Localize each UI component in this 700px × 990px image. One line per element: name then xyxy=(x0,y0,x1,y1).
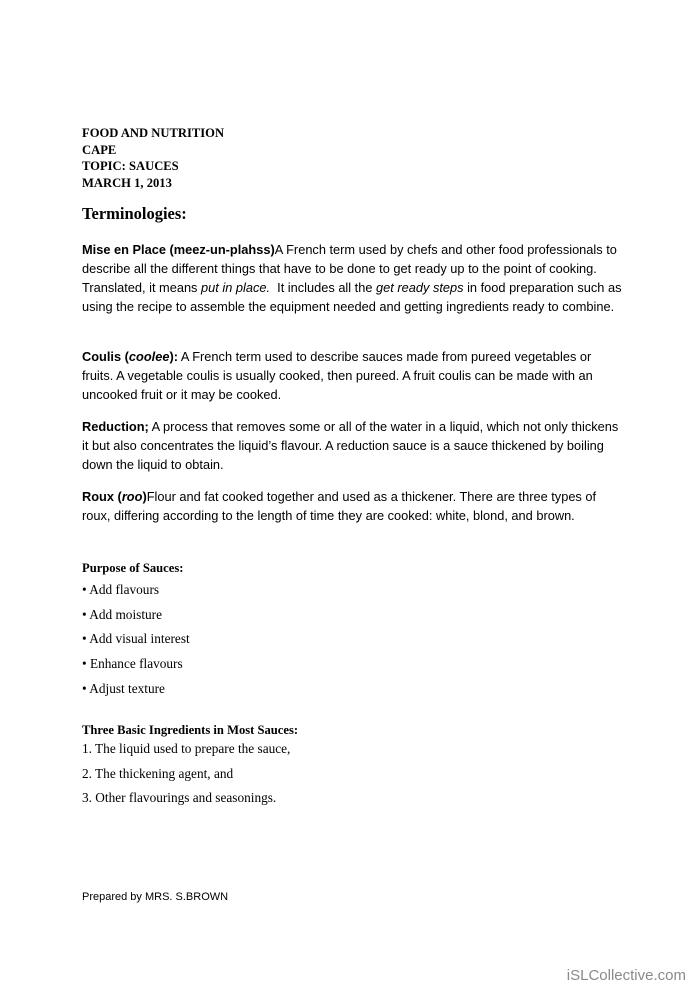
list-item: • Enhance flavours xyxy=(82,656,183,672)
list-item: • Add visual interest xyxy=(82,631,190,647)
term-coulis-close: ): xyxy=(169,349,178,364)
term-mise-text-2: It includes all the xyxy=(270,280,377,295)
term-roux-close: ) xyxy=(142,489,147,504)
purpose-heading: Purpose of Sauces: xyxy=(82,561,184,575)
terminologies-heading: Terminologies: xyxy=(82,204,187,223)
term-mise-italic-1: put in place. xyxy=(201,280,271,295)
document-header xyxy=(82,125,224,191)
header-topic: TOPIC: SAUCES xyxy=(82,159,179,173)
term-coulis-pronunciation: coolee xyxy=(128,349,170,364)
watermark: iSLCollective.com xyxy=(566,967,686,984)
list-item: • Adjust texture xyxy=(82,680,165,696)
list-item: 3. Other flavourings and seasonings. xyxy=(82,790,277,806)
header-course: CAPE xyxy=(82,142,117,157)
prepared-by-footer: Prepared by MRS. S.BROWN xyxy=(82,891,229,903)
term-reduction xyxy=(82,417,622,474)
term-roux-text: Flour and fat cooked together and used as a thickener. There are three types of roux, differing according to the length of time they are cooked: white, blond, and brown. xyxy=(82,489,597,523)
term-coulis xyxy=(82,347,622,404)
term-mise-text-3: in food preparation such as using the recipe to assemble the equipment needed and getting ingredients ready to combine. xyxy=(82,280,622,314)
term-reduction-label: Reduction; xyxy=(82,419,149,434)
list-item: • Add flavours xyxy=(82,582,160,597)
ingredients-list xyxy=(82,737,290,811)
list-item: • Add moisture xyxy=(82,606,163,622)
term-roux xyxy=(82,487,622,525)
header-subject: FOOD AND NUTRITION xyxy=(82,126,225,140)
header-date: MARCH 1, 2013 xyxy=(82,175,172,190)
term-coulis-label: Coulis ( xyxy=(82,349,129,364)
term-coulis-text: A French term used to describe sauces made from pureed vegetables or fruits. A vegetable coulis is usually cooked, then pureed. A fruit coulis can be made with an uncooked fruit or it may be cooked. xyxy=(82,349,593,402)
term-mise-text-1: A French term used by chefs and other food professionals to describe all the different things that have to be done to get ready up to the point of cooking. Translated, it means xyxy=(82,242,617,295)
list-item: 1. The liquid used to prepare the sauce, xyxy=(82,741,291,756)
term-roux-label: Roux ( xyxy=(82,489,122,504)
term-reduction-text: A process that removes some or all of the water in a liquid, which not only thickens it but also concentrates the liquid’s flavour. A reduction sauce is a sauce thickened by boiling down the liquid to obtain. xyxy=(82,419,619,472)
term-roux-pronunciation: roo xyxy=(121,489,143,504)
term-mise-label: Mise en Place (meez-un-plahss) xyxy=(82,242,275,257)
list-item: 2. The thickening agent, and xyxy=(82,765,234,781)
ingredients-heading: Three Basic Ingredients in Most Sauces: xyxy=(82,723,299,737)
term-mise-en-place xyxy=(82,240,622,316)
purpose-list xyxy=(82,578,190,701)
term-mise-italic-2: get ready steps xyxy=(376,280,464,295)
